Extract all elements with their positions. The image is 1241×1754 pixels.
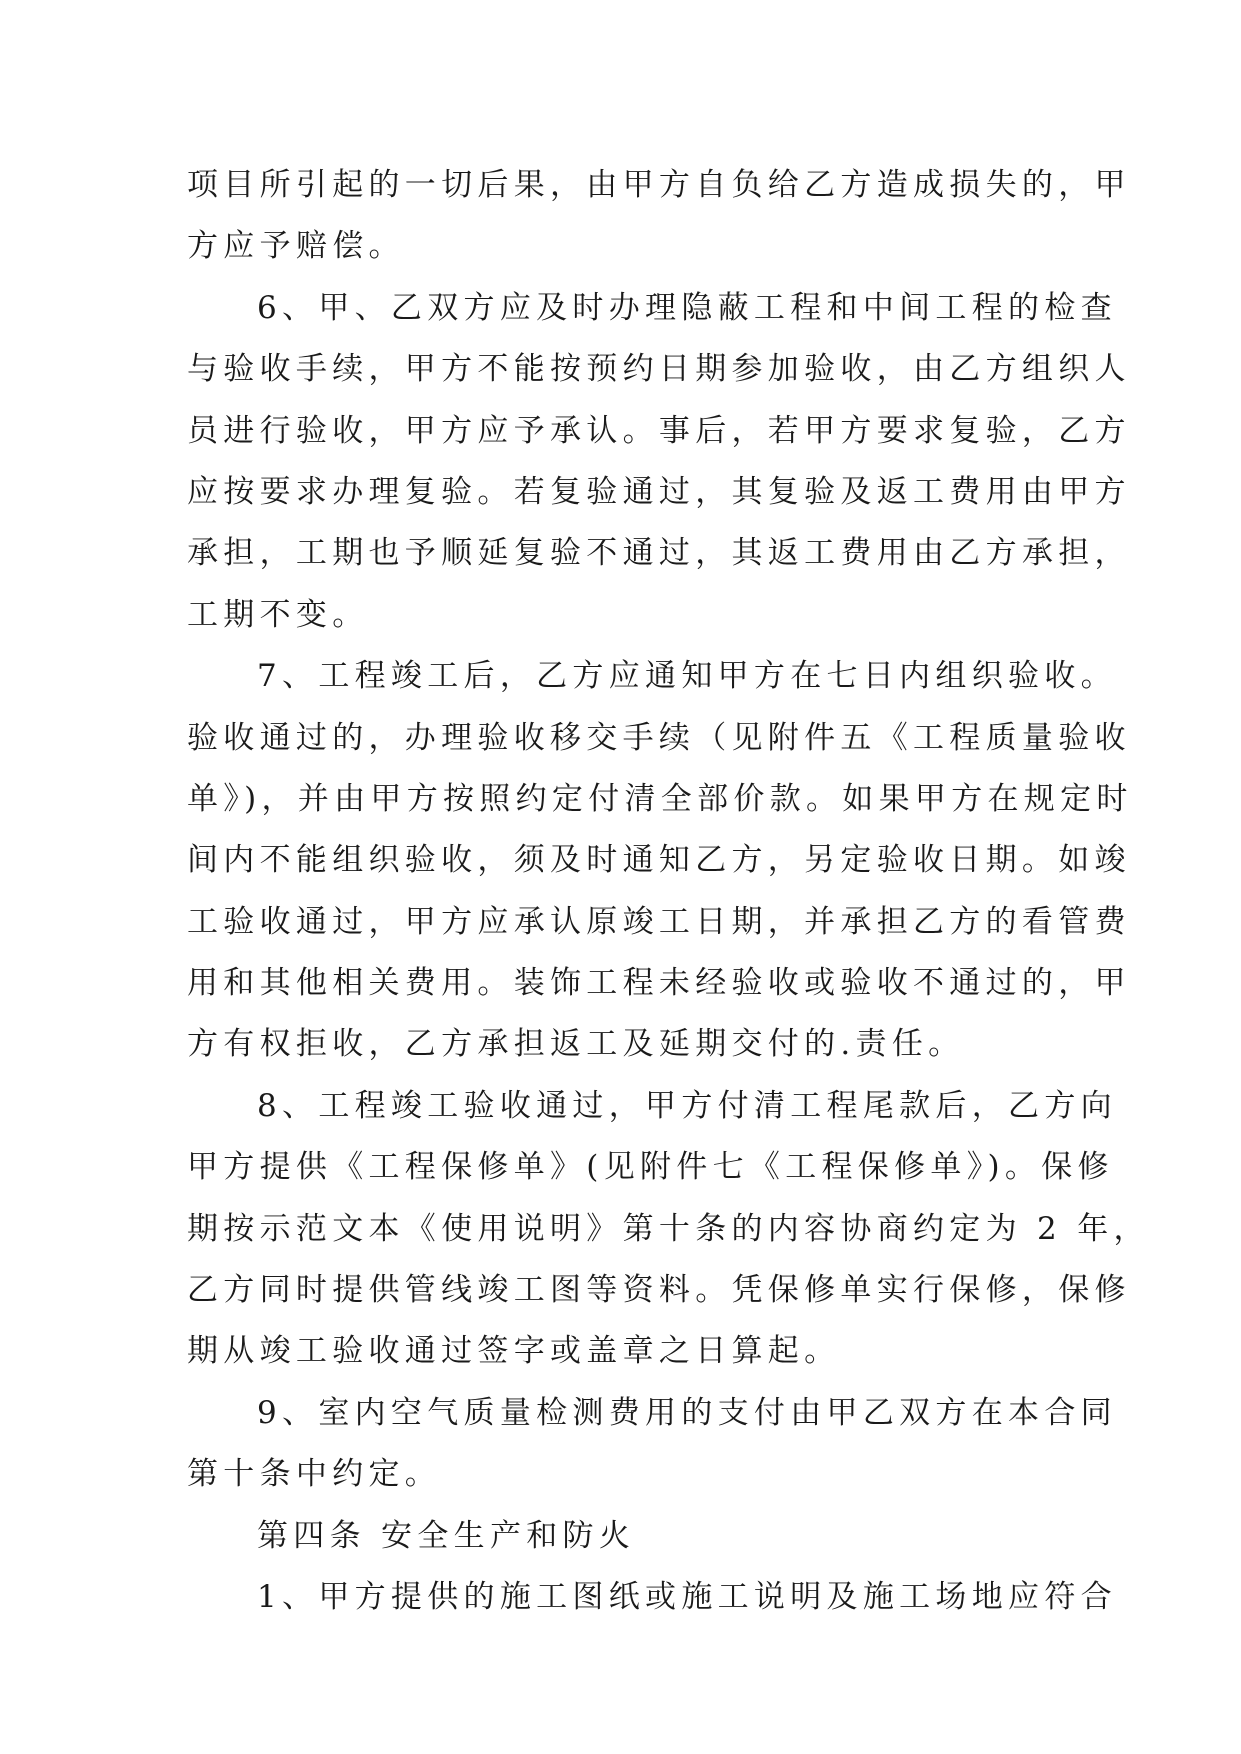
text-line: 间内不能组织验收，须及时通知乙方，另定验收日期。如竣 [187,842,1131,879]
text-line: 9、室内空气质量检测费用的支付由甲乙双方在本合同 [257,1394,1117,1431]
text-line: 6、甲、乙双方应及时办理隐蔽工程和中间工程的检查 [257,289,1117,326]
text-line: 7、工程竣工后，乙方应通知甲方在七日内组织验收。 [257,658,1117,695]
text-line: 单》)，并由甲方按照约定付清全部价款。如果甲方在规定时 [187,780,1133,817]
text-line: 工验收通过，甲方应承认原竣工日期，并承担乙方的看管费 [187,903,1131,940]
text-line: 甲方提供《工程保修单》(见附件七《工程保修单》)。保修 [187,1149,1114,1186]
text-line: 项目所引起的一切后果，由甲方自负给乙方造成损失的，甲 [187,167,1131,203]
document-body [187,155,1150,1628]
text-line: 第四条 安全生产和防火 [257,1517,636,1554]
text-line: 应按要求办理复验。若复验通过，其复验及返工费用由甲方 [187,473,1131,510]
text-line: 期按示范文本《使用说明》第十条的内容协商约定为 2 年， [187,1210,1150,1247]
text-line: 8、工程竣工验收通过，甲方付清工程尾款后，乙方向 [257,1087,1117,1124]
text-line: 用和其他相关费用。装饰工程未经验收或验收不通过的，甲 [187,965,1131,1002]
text-line: 验收通过的，办理验收移交手续（见附件五《工程质量验收 [187,719,1131,756]
text-line: 方应予赔偿。 [187,228,405,265]
text-line: 第十条中约定。 [187,1456,442,1493]
text-line: 方有权拒收，乙方承担返工及延期交付的.责任。 [187,1026,965,1063]
text-line: 与验收手续，甲方不能按预约日期参加验收，由乙方组织人 [187,351,1131,388]
text-line: 承担，工期也予顺延复验不通过，其返工费用由乙方承担， [187,535,1131,572]
text-line: 期从竣工验收通过签字或盖章之日算起。 [187,1333,841,1370]
text-line: 1、甲方提供的施工图纸或施工说明及施工场地应符合 [257,1578,1117,1615]
text-line: 工期不变。 [187,596,369,633]
text-line: 员进行验收，甲方应予承认。事后，若甲方要求复验，乙方 [187,412,1131,449]
text-line: 乙方同时提供管线竣工图等资料。凭保修单实行保修，保修 [187,1272,1131,1309]
